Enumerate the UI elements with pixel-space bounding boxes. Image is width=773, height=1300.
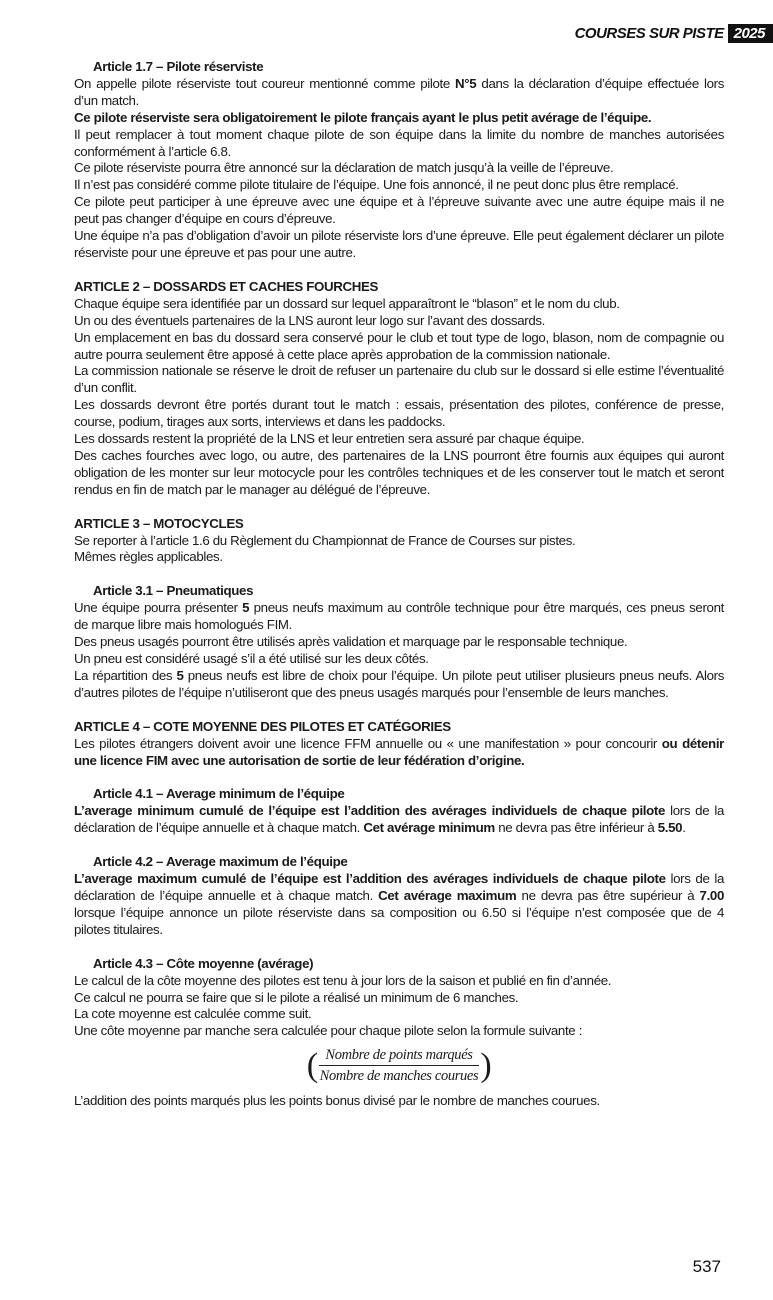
section-gap: [74, 702, 724, 719]
article-3-paragraph-2: Mêmes règles applicables.: [74, 549, 223, 565]
article-4-1-heading: Article 4.1 – Average minimum de l’équipe: [93, 786, 345, 802]
document-body: [74, 59, 724, 1110]
text: ne devra pas être supérieur à: [516, 887, 700, 903]
article-4-3-heading: Article 4.3 – Côte moyenne (avérage): [93, 955, 314, 971]
article-4-2-paragraph-1: [74, 871, 724, 939]
average-formula: [74, 1046, 724, 1085]
article-1-7-paragraph-6: Ce pilote peut participer à une épreuve avec une équipe et à l’épreuve suivante avec une autre équipe mais il ne peut pas changer d’équipe en cours d’épreuve.: [74, 194, 724, 227]
bold-text: Cet avérage maximum: [378, 887, 517, 903]
article-1-7-paragraph-2: [74, 110, 724, 127]
bold-text: 7.00: [699, 887, 725, 903]
article-1-7-paragraph-7: Une équipe n’a pas d’obligation d’avoir un pilote réserviste lors d’une épreuve. Elle peut également déclarer un pilote réserviste pour une épreuve et pas pour une autre.: [74, 228, 724, 260]
article-2-paragraph-6: Les dossards restent la propriété de la LNS et leur entretien sera assuré par chaque équipe.: [74, 431, 585, 447]
header-title: COURSES SUR PISTE: [574, 24, 724, 42]
article-3-1-heading: Article 3.1 – Pneumatiques: [93, 583, 254, 599]
text: lors de la déclaration de l’équipe annuelle et à chaque match.: [74, 871, 724, 903]
article-2-paragraph-3: Un emplacement en bas du dossard sera conservé pour le club et tout type de logo, blason, nom de compagnie ou autre pourra seulement être apposé à cette place après approbation de la commission nationale.: [74, 329, 724, 362]
running-header: [575, 22, 773, 44]
article-2-paragraph-4: La commission nationale se réserve le droit de refuser un partenaire du club sur le dossard si elle estime l’éventualité d’un conflit.: [74, 363, 724, 396]
article-3-1-paragraph-4: [74, 668, 724, 702]
article-3-heading: ARTICLE 3 – MOTOCYCLES: [74, 515, 244, 531]
left-parenthesis: (: [306, 1046, 318, 1084]
article-3-1-paragraph-1: [74, 600, 724, 634]
text: Une équipe pourra présenter: [74, 600, 243, 616]
text: pneus neufs maximum au contrôle technique pour être marqués, ces pneus seront de marque libre mais homologués FIM.: [74, 600, 724, 633]
bold-text: L’average maximum cumulé de l’équipe est l’addition des avérages individuels de chaque pilote: [74, 871, 666, 887]
text: dans la déclaration d’équipe effectuée lors d’un match.: [74, 75, 724, 108]
text: .: [682, 820, 686, 836]
article-4-3-paragraph-4: Une côte moyenne par manche sera calculée pour chaque pilote selon la formule suivante :: [74, 1023, 583, 1039]
article-1-7-paragraph-3: Il peut remplacer à tout moment chaque pilote de son équipe dans la limite du nombre de manches autorisées conformément à l’article 6.8.: [74, 126, 724, 159]
text: La répartition des: [74, 667, 177, 683]
fraction: [318, 1046, 481, 1085]
text: Les pilotes étrangers doivent avoir une licence FFM annuelle ou « une manifestation » pour concourir: [74, 735, 662, 751]
article-2-paragraph-2: Un ou des éventuels partenaires de la LNS auront leur logo sur l’avant des dossards.: [74, 312, 546, 328]
bold-text: 5: [242, 600, 250, 616]
formula-numerator: Nombre de points marqués: [319, 1046, 478, 1066]
bold-text: ou détenir une licence FIM avec une autorisation de sortie de leur fédération d’origine.: [74, 735, 724, 768]
text: pneus neufs est libre de choix pour l’équipe. Un pilote peut utiliser plusieurs pneus neufs. Alors d’autres pilotes de l’équipe n’utiliseront que des pneus usagés marqués pour l’ensemble de leurs manches.: [74, 667, 725, 700]
article-4-heading: ARTICLE 4 – COTE MOYENNE DES PILOTES ET CATÉGORIES: [74, 718, 451, 734]
article-1-7-paragraph-1: [74, 76, 724, 110]
article-2-paragraph-1: Chaque équipe sera identifiée par un dossard sur lequel apparaîtront le “blason” et le nom du club.: [74, 295, 620, 311]
text: lorsque l’équipe annonce un pilote réserviste dans sa composition ou 6.50 si l’équipe n’est composée que de 4 pilotes titulaires.: [74, 904, 724, 937]
article-4-1-paragraph-1: [74, 803, 724, 837]
bold-text: 5: [176, 667, 184, 683]
bold-text: Ce pilote réserviste sera obligatoirement le pilote français ayant le plus petit avérage de l’équipe.: [74, 109, 652, 125]
bold-text: L’average minimum cumulé de l’équipe est l’addition des avérages individuels de chaque pilote: [74, 803, 666, 819]
bold-text: N°5: [455, 75, 477, 91]
article-4-paragraph-1: [74, 736, 724, 770]
page-number: 537: [692, 1257, 721, 1276]
article-1-7-heading: Article 1.7 – Pilote réserviste: [93, 59, 264, 74]
article-4-3-paragraph-1: Le calcul de la côte moyenne des pilotes est tenu à jour lors de la saison et publié en fin d’année.: [74, 972, 612, 988]
header-year-badge: 2025: [728, 24, 773, 43]
text: On appelle pilote réserviste tout coureur mentionné comme pilote: [74, 75, 456, 91]
section-gap: [74, 837, 724, 854]
article-3-1-paragraph-2: Des pneus usagés pourront être utilisés après validation et marquage par le responsable technique.: [74, 634, 628, 650]
section-gap: [74, 566, 724, 583]
article-1-7-paragraph-4: Ce pilote réserviste pourra être annoncé sur la déclaration de match jusqu’à la veille de l’épreuve.: [74, 160, 614, 176]
article-4-3-paragraph-5: L’addition des points marqués plus les points bonus divisé par le nombre de manches courues.: [74, 1093, 600, 1109]
article-1-7-paragraph-5: Il n’est pas considéré comme pilote titulaire de l’équipe. Une fois annoncé, il ne peut donc plus être remplacé.: [74, 177, 679, 193]
article-4-3-paragraph-2: Ce calcul ne pourra se faire que si le pilote a réalisé un minimum de 6 manches.: [74, 989, 519, 1005]
section-gap: [74, 262, 724, 279]
text: ne devra pas être inférieur à: [494, 820, 658, 836]
article-2-heading: ARTICLE 2 – DOSSARDS ET CACHES FOURCHES: [74, 278, 379, 294]
right-parenthesis: ): [480, 1046, 492, 1084]
section-gap: [74, 769, 724, 786]
text: lors de la déclaration de l’équipe annuelle et à chaque match.: [74, 803, 724, 836]
article-2-paragraph-7: Des caches fourches avec logo, ou autre, des partenaires de la LNS pourront être fournis aux équipes qui auront obligation de les monter sur leur motocycle pour les contrôles techniques et de les conserver tout le match et seront rendus en fin de match par le manager au délégué de l’épreuve.: [74, 447, 724, 497]
formula-denominator: Nombre de manches courues: [319, 1068, 479, 1085]
section-gap: [74, 499, 724, 516]
formula-expression: [307, 1046, 492, 1085]
article-3-paragraph-1: Se reporter à l’article 1.6 du Règlement du Championnat de France de Courses sur pistes.: [74, 532, 576, 548]
article-4-3-paragraph-3: La cote moyenne est calculée comme suit.: [74, 1006, 312, 1022]
bold-text: 5.50: [657, 820, 683, 836]
bold-text: Cet avérage minimum: [363, 820, 495, 836]
article-4-2-heading: Article 4.2 – Average maximum de l’équipe: [93, 854, 348, 870]
article-2-paragraph-5: Les dossards devront être portés durant tout le match : essais, présentation des pilotes, conférence de presse, course, podium, tirages aux sorts, interviews et dans les paddocks.: [74, 397, 724, 430]
section-gap: [74, 939, 724, 956]
article-3-1-paragraph-3: Un pneu est considéré usagé s’il a été utilisé sur les deux côtés.: [74, 651, 429, 666]
